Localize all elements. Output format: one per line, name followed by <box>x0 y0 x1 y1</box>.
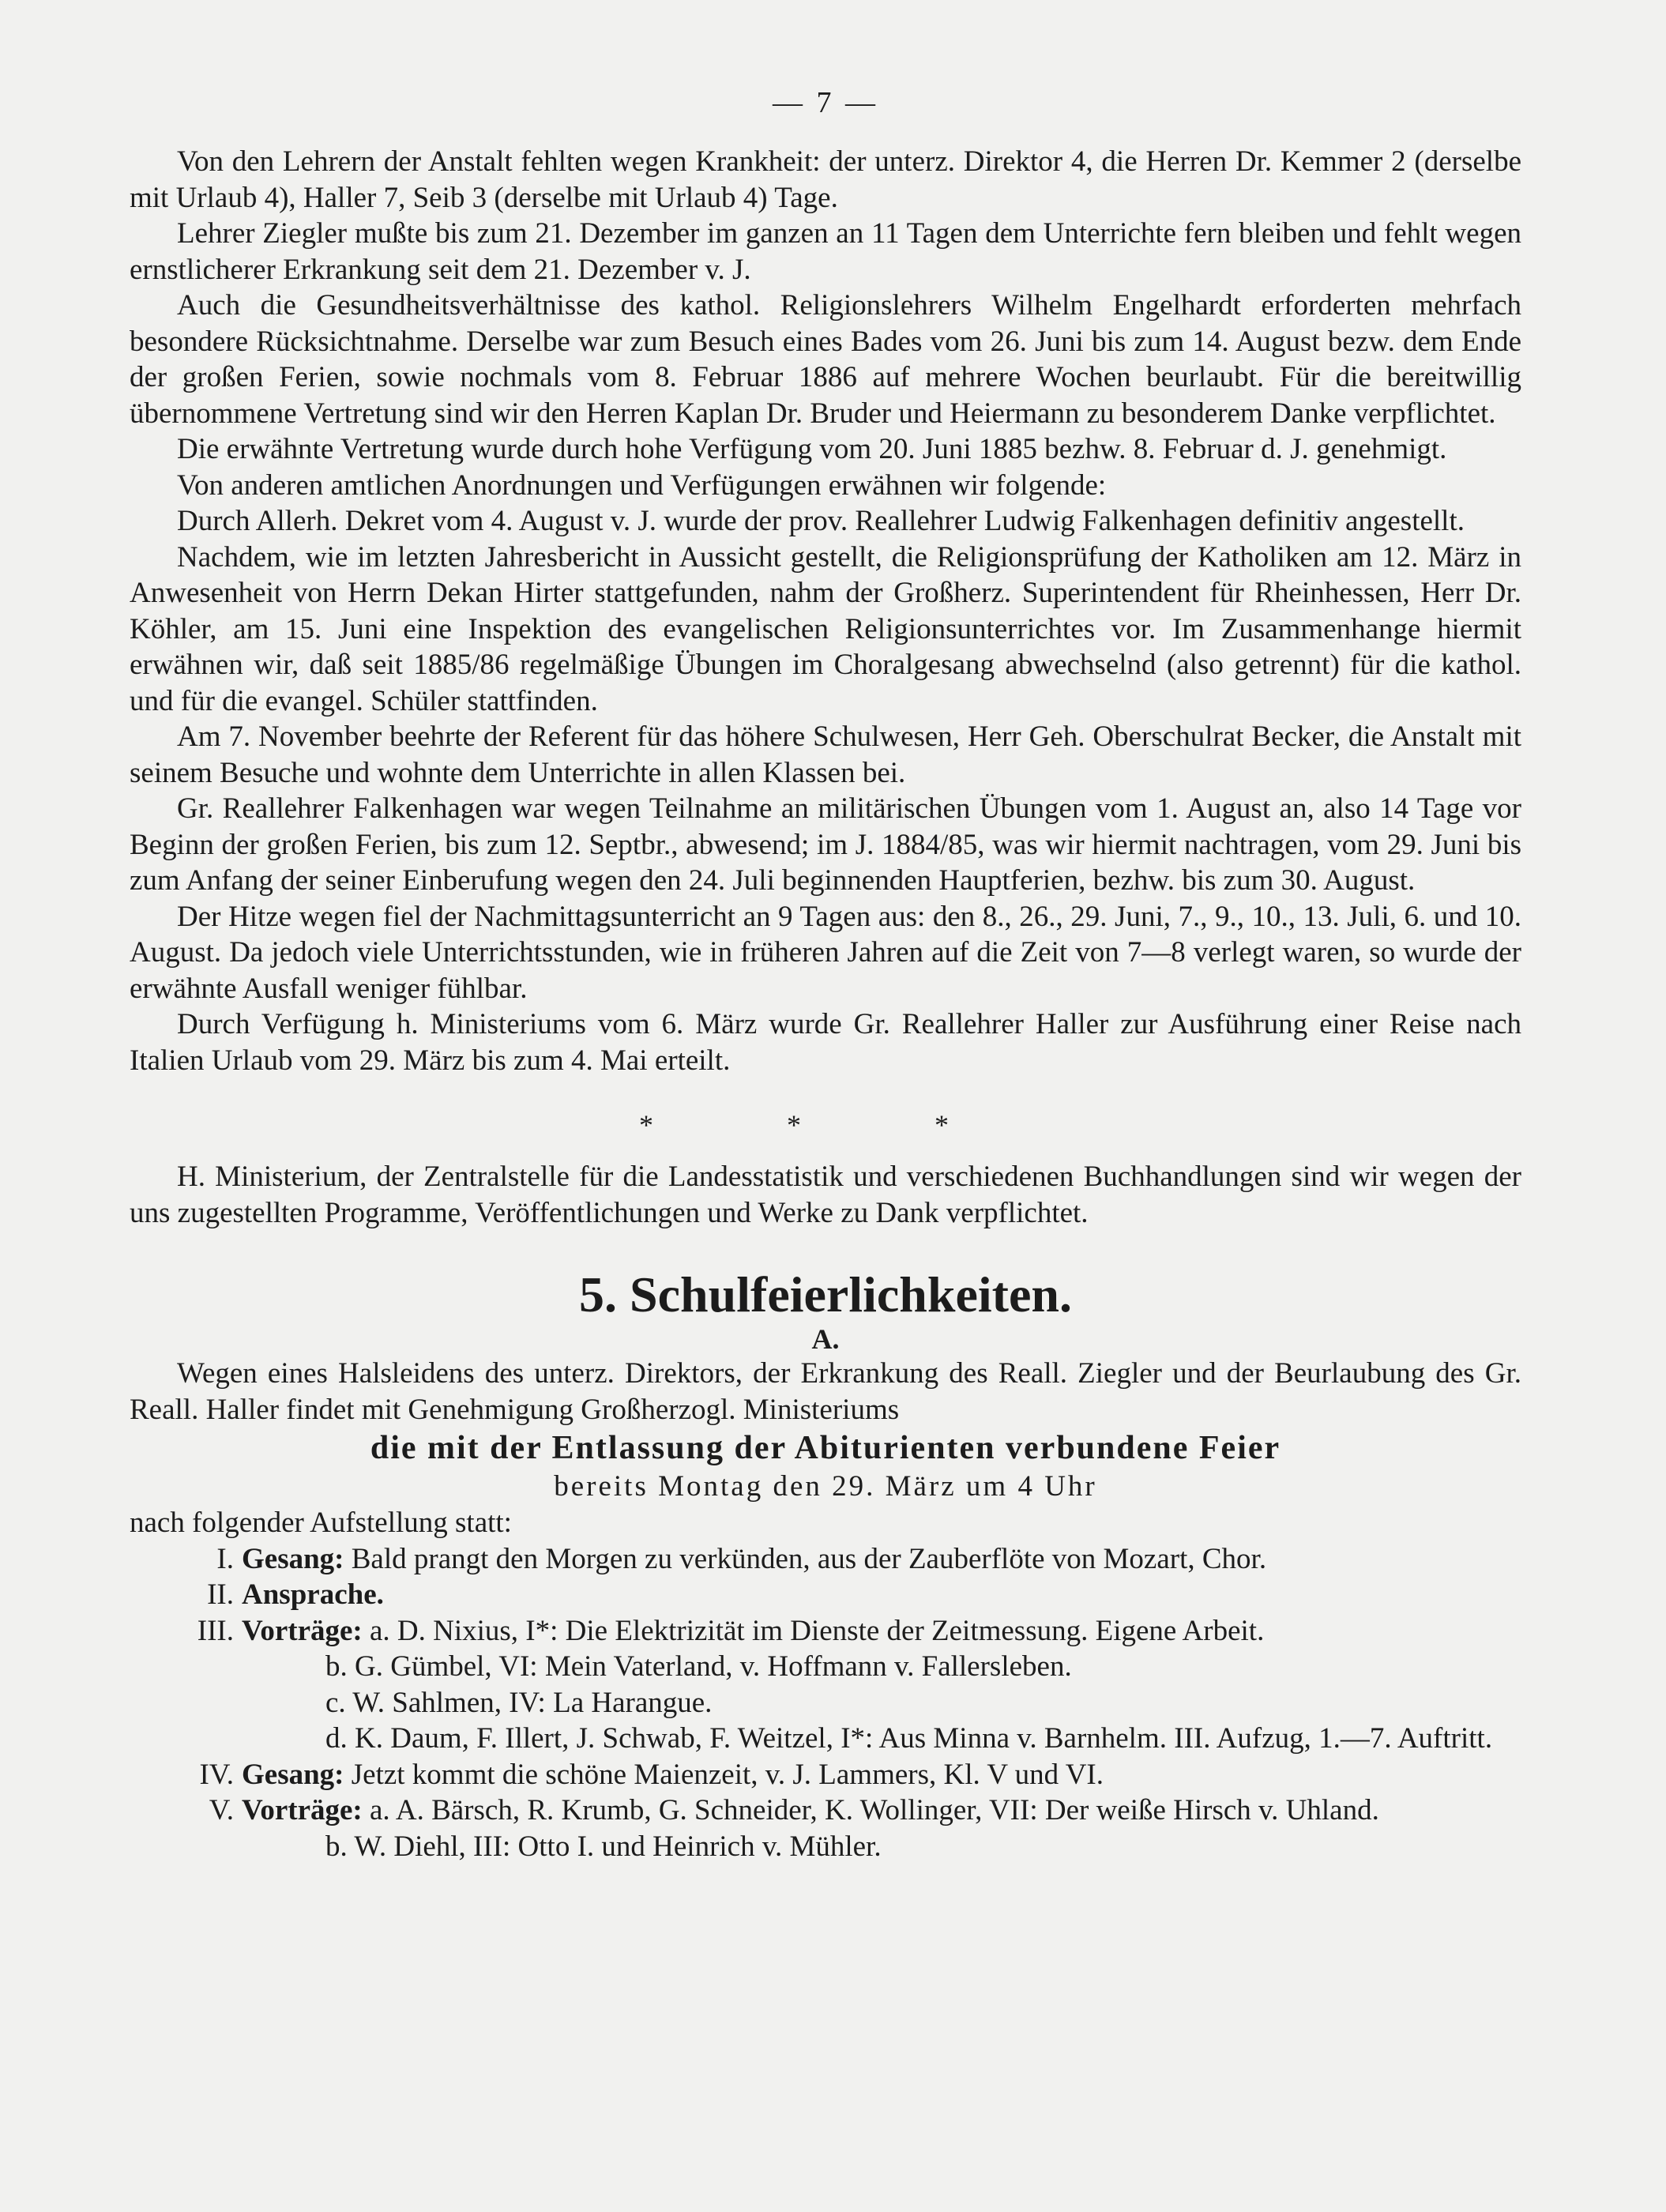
section-subtitle: A. <box>811 1323 840 1355</box>
section-title: 5. Schulfeierlichkeiten. <box>579 1266 1072 1322</box>
program-subitem: d. K. Daum, F. Illert, J. Schwab, F. Weitzel, I*: Aus Minna v. Barnhelm. III. Aufzug, 1.—7. Auftritt. <box>325 1722 1493 1755</box>
program-item <box>130 1757 1521 1793</box>
event-date: bereits Montag den 29. März um 4 Uhr <box>554 1470 1097 1503</box>
program-lead: nach folgender Aufstellung statt: <box>130 1507 512 1539</box>
paragraph: Gr. Reallehrer Falkenhagen war wegen Teilnahme an militärischen Übungen vom 1. August an, also 14 Tage vor Beginn der großen Ferien, bis zum 12. Septbr., abwesend; im J. 1884/85, was wir hiermit nachtragen, vom 29. Juni bis zum Anfang der seiner Einberufung wegen den 24. Juli beginnenden Hauptferien, bezhw. bis zum 30. August. <box>130 792 1521 897</box>
program-body <box>242 1613 1521 1650</box>
program-number: III. <box>197 1614 234 1647</box>
program-label: Vorträge: <box>242 1794 363 1826</box>
paragraph: Von anderen amtlichen Anordnungen und Verfügungen erwähnen wir folgende: <box>177 468 1107 502</box>
program-label: Gesang: <box>242 1542 344 1575</box>
program-text: Bald prangt den Morgen zu verkünden, aus der Zauberflöte von Mozart, Chor. <box>351 1542 1267 1575</box>
program-item <box>130 1541 1521 1578</box>
program-body <box>242 1793 1521 1829</box>
program-body <box>242 1577 1521 1613</box>
paragraph: Von den Lehrern der Anstalt fehlten wegen Krankheit: der unterz. Direktor 4, die Herren Dr. Kemmer 2 (derselbe mit Urlaub 4), Haller 7, Seib 3 (derselbe mit Urlaub 4) Tage. <box>130 145 1521 214</box>
paragraph: Durch Verfügung h. Ministeriums vom 6. März wurde Gr. Reallehrer Haller zur Ausführung einer Reise nach Italien Urlaub vom 29. März bis zum 4. Mai erteilt. <box>130 1008 1521 1077</box>
paragraph: Lehrer Ziegler mußte bis zum 21. Dezember im ganzen an 11 Tagen dem Unterrichte fern bleiben und fehlt wegen ernstlicherer Erkrankung seit dem 21. Dezember v. J. <box>130 217 1521 286</box>
program-subitem: c. W. Sahlmen, IV: La Harangue. <box>325 1686 713 1719</box>
program-item <box>130 1613 1521 1650</box>
document-page <box>130 85 1521 1864</box>
paragraph: Nachdem, wie im letzten Jahresbericht in Aussicht gestellt, die Religionsprüfung der Katholiken am 12. März in Anwesenheit von Herrn Dekan Hirter stattgefunden, nahm der Großherz. Superintendent für Rheinhessen, Herr Dr. Köhler, am 15. Juni eine Inspektion des evangelischen Religionsunterrichtes vor. Im Zusammenhange hiermit erwähnen wir, daß seit 1885/86 regelmäßige Übungen im Choralgesang abwechselnd (also getrennt) für die kathol. und für die evangel. Schüler stattfinden. <box>130 540 1521 717</box>
paragraph: Am 7. November beehrte der Referent für das höhere Schulwesen, Herr Geh. Oberschulrat Becker, die Anstalt mit seinem Besuche und wohnte dem Unterrichte in allen Klassen bei. <box>130 720 1521 789</box>
program-body <box>242 1757 1521 1793</box>
program-number: V. <box>209 1794 234 1826</box>
paragraph: Die erwähnte Vertretung wurde durch hohe Verfügung vom 20. Juni 1885 bezhw. 8. Februar d. J. genehmigt. <box>177 433 1447 465</box>
paragraph: Durch Allerh. Dekret vom 4. August v. J. wurde der prov. Reallehrer Ludwig Falkenhagen definitiv angestellt. <box>177 505 1465 537</box>
body-text <box>130 144 1521 1078</box>
thanks-paragraph: H. Ministerium, der Zentralstelle für die Landesstatistik und verschiedenen Buchhandlungen sind wir wegen der uns zugestellten Programme, Veröffentlichungen und Werke zu Dank verpflichtet. <box>130 1161 1521 1229</box>
paragraph: Der Hitze wegen fiel der Nachmittagsunterricht an 9 Tagen aus: den 8., 26., 29. Juni, 7., 9., 10., 13. Juli, 6. und 10. August. Da jedoch viele Unterrichtsstunden, wie in früheren Jahren auf die Zeit von 7—8 verlegt waren, so wurde der erwähnte Ausfall weniger fühlbar. <box>130 900 1521 1005</box>
section-intro: Wegen eines Halsleidens des unterz. Direktors, der Erkrankung des Reall. Ziegler und der Beurlaubung des Gr. Reall. Haller findet mit Genehmigung Großherzogl. Ministeriums <box>130 1357 1521 1426</box>
program-item <box>130 1793 1521 1829</box>
program-text: a. D. Nixius, I*: Die Elektrizität im Dienste der Zeitmessung. Eigene Arbeit. <box>369 1614 1265 1647</box>
program-number: I. <box>216 1542 234 1575</box>
program-subitem: b. G. Gümbel, VI: Mein Vaterland, v. Hoffmann v. Fallersleben. <box>325 1650 1072 1683</box>
program-label: Gesang: <box>242 1758 344 1791</box>
program-item <box>130 1577 1521 1613</box>
page-number: — 7 — <box>773 86 878 119</box>
program-subitem: b. W. Diehl, III: Otto I. und Heinrich v. Mühler. <box>325 1830 882 1863</box>
program-label: Ansprache. <box>242 1578 384 1611</box>
program-number: II. <box>207 1578 234 1611</box>
event-title: die mit der Entlassung der Abiturienten verbundene Feier <box>370 1430 1281 1466</box>
program-text: a. A. Bärsch, R. Krumb, G. Schneider, K. Wollinger, VII: Der weiße Hirsch v. Uhland. <box>369 1794 1379 1826</box>
program-label: Vorträge: <box>242 1614 363 1647</box>
separator: * * * <box>639 1109 1012 1141</box>
paragraph: Auch die Gesundheitsverhältnisse des kathol. Religionslehrers Wilhelm Engelhardt erforderten mehrfach besondere Rücksichtnahme. Derselbe war zum Besuch eines Bades vom 26. Juni bis zum 14. August bezw. dem Ende der großen Ferien, sowie nochmals vom 8. Februar 1886 auf mehrere Wochen beurlaubt. Für die bereitwillig übernommene Vertretung sind wir den Herren Kaplan Dr. Bruder und Heiermann zu besonderem Danke verpflichtet. <box>130 289 1521 430</box>
program-text: Jetzt kommt die schöne Maienzeit, v. J. Lammers, Kl. V und VI. <box>351 1758 1104 1791</box>
program-number: IV. <box>199 1758 234 1791</box>
program-body <box>242 1541 1521 1578</box>
program-list <box>130 1541 1521 1865</box>
